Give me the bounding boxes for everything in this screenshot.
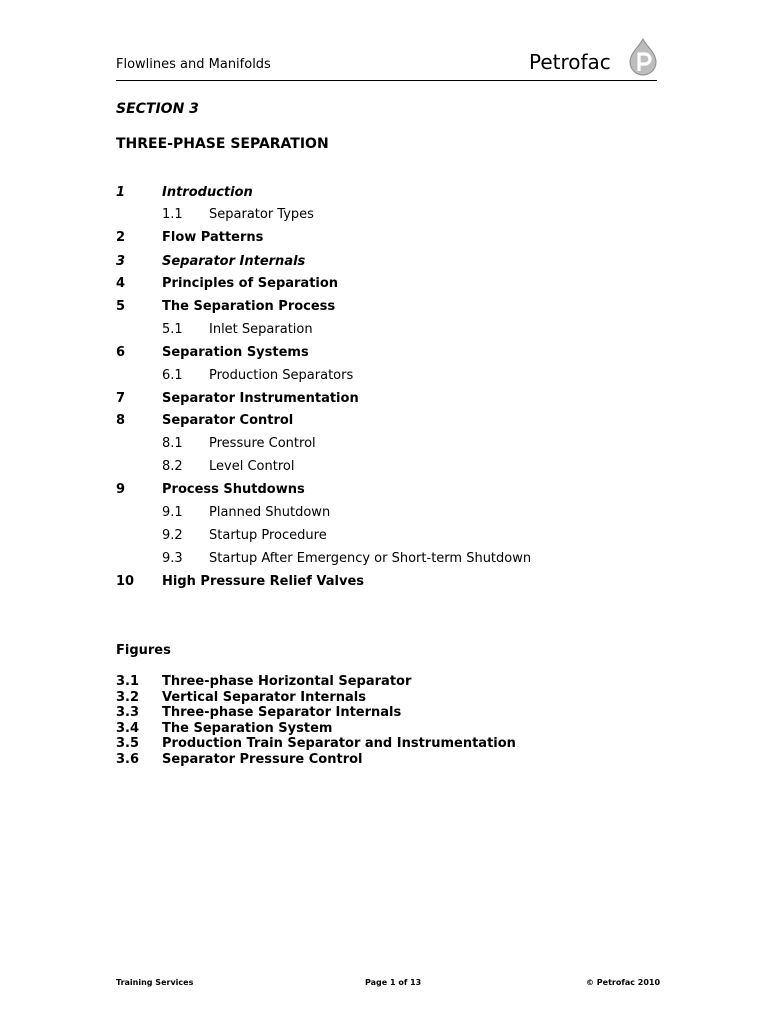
figure-number: 3.4 [116, 720, 140, 736]
toc-entry-number: 1 [116, 185, 126, 200]
toc-entry-number: 7 [116, 391, 126, 406]
document-title: THREE-PHASE SEPARATION [116, 136, 329, 152]
toc-subentry-number: 8.1 [162, 436, 183, 451]
toc-entry-number: 4 [116, 276, 126, 291]
toc-subentry-label: Startup After Emergency or Short-term Shutdown [209, 551, 532, 566]
footer-copyright: © Petrofac 2010 [586, 978, 661, 987]
brand-name: Petrofac [529, 50, 611, 74]
toc-subentry-number: 6.1 [162, 368, 183, 383]
figure-number: 3.2 [116, 689, 140, 705]
figure-number: 3.6 [116, 751, 140, 767]
toc-entry-label: Separation Systems [162, 345, 309, 360]
figure-number: 3.1 [116, 674, 140, 689]
toc-entry-label: Separator Instrumentation [162, 391, 359, 406]
toc-subentry-number: 9.2 [162, 528, 183, 543]
toc-subentry-number: 9.3 [162, 551, 183, 566]
header-rule [116, 80, 657, 81]
toc-subentry-label: Planned Shutdown [209, 505, 331, 520]
figure-label: Vertical Separator Internals [162, 689, 366, 705]
footer-left-text: Training Services [116, 978, 194, 987]
figure-label: Separator Pressure Control [162, 751, 363, 767]
toc-entry-number: 10 [116, 574, 135, 589]
figure-label: Production Train Separator and Instrumentation [162, 736, 516, 751]
toc-entry-label: Separator Internals [162, 254, 306, 269]
toc-entry-label: Principles of Separation [162, 276, 339, 291]
toc-entry-label: High Pressure Relief Valves [162, 574, 365, 589]
toc-entry-number: 3 [116, 254, 126, 269]
toc-entry-label: Process Shutdowns [162, 482, 305, 497]
toc-entry-label: Introduction [162, 185, 253, 200]
toc-entry-number: 2 [116, 230, 126, 245]
toc-entry-number: 6 [116, 345, 126, 360]
header-title: Flowlines and Manifolds [116, 57, 271, 72]
toc-subentry-label: Pressure Control [209, 436, 316, 451]
toc-subentry-number: 9.1 [162, 505, 183, 520]
toc-entry-label: Separator Control [162, 413, 294, 428]
toc-subentry-label: Separator Types [209, 207, 314, 222]
toc-entry-label: Flow Patterns [162, 230, 264, 245]
toc-subentry-number: 8.2 [162, 459, 183, 474]
toc-subentry-number: 5.1 [162, 322, 183, 337]
figure-label: Three-phase Separator Internals [162, 705, 402, 720]
toc-entry-number: 9 [116, 482, 126, 497]
footer-page-number: Page 1 of 13 [365, 978, 422, 987]
toc-subentry-label: Level Control [209, 459, 295, 474]
figure-number: 3.5 [116, 736, 140, 751]
figure-label: The Separation System [162, 720, 333, 736]
toc-subentry-label: Startup Procedure [209, 528, 327, 543]
section-label: SECTION 3 [116, 101, 199, 117]
petrofac-drop-p-logo-icon [627, 38, 659, 76]
toc-entry-label: The Separation Process [162, 299, 336, 314]
toc-subentry-number: 1.1 [162, 207, 183, 222]
figures-heading: Figures [116, 643, 171, 658]
toc-entry-number: 8 [116, 413, 126, 428]
toc-entry-number: 5 [116, 299, 126, 314]
toc-subentry-label: Inlet Separation [209, 322, 313, 337]
figure-number: 3.3 [116, 705, 140, 720]
toc-subentry-label: Production Separators [209, 368, 354, 383]
figure-label: Three-phase Horizontal Separator [162, 674, 412, 689]
